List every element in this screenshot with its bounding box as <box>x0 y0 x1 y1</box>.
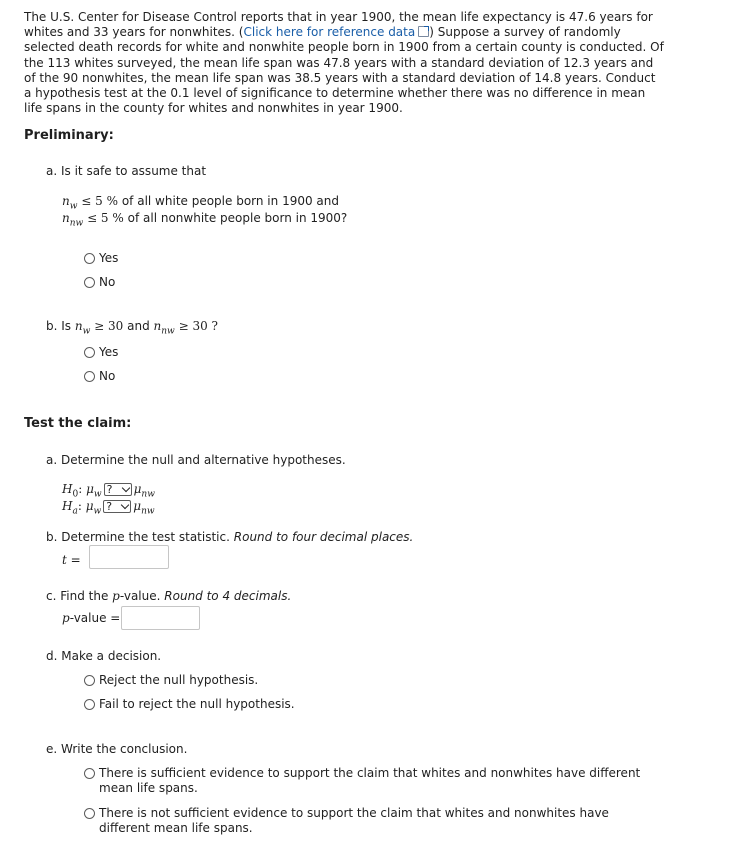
radio-button[interactable] <box>84 371 95 382</box>
test-c-instruction: Round to 4 decimals. <box>164 589 292 603</box>
option-label: No <box>99 369 116 383</box>
h-symbol: H <box>62 482 73 496</box>
test-claim-heading: Test the claim: <box>24 416 132 431</box>
and-text: and <box>127 319 150 333</box>
test-c-label-pre: c. Find the <box>46 589 109 603</box>
h-symbol: H <box>62 499 73 513</box>
n-nw-symbol: n <box>153 319 162 333</box>
mu-w-subscript: w <box>93 506 102 517</box>
option-label: Yes <box>99 251 119 265</box>
preliminary-heading: Preliminary: <box>24 128 114 143</box>
t-label: t = <box>62 553 81 567</box>
ha-subscript: a <box>72 506 78 517</box>
radio-button[interactable] <box>84 808 95 819</box>
intro-text-2: ) Suppose a survey of randomly selected death records for white and nonwhite people born in 1900 from a certain county is conducted. Of the 113 whites surveyed, the mean life span was 47.8 years with a standard deviation of 12.3 years and of the 90 nonwhites, the mean life span was 38.5 years with a standard deviation of 14.8 years. Conduct a hypothesis test at the 0.1 level of significance to determine whether there was no difference in mean life spans in the county for whites and nonwhites in year 1900. <box>24 25 664 116</box>
test-b-label: b. Determine the test statistic. <box>46 530 230 544</box>
option-label: There is not sufficient evidence to support the claim that whites and nonwhites have different mean life spans. <box>99 806 609 835</box>
n-nw-subscript: nw <box>69 218 84 229</box>
prelim-a-option-yes[interactable] <box>84 251 118 265</box>
conclusion-option-sufficient[interactable] <box>84 766 644 796</box>
test-c-label-post: -value. <box>119 589 161 603</box>
radio-button[interactable] <box>84 699 95 710</box>
alternative-hypothesis: $H_a$: $\mu_w$ ? $\mu_{nw}$ <box>62 499 155 517</box>
relation-1: ≥ 30 <box>94 319 124 333</box>
prelim-a-option-no[interactable] <box>84 275 115 289</box>
option-label: There is sufficient evidence to support the claim that whites and nonwhites have different mean life spans. <box>99 766 641 795</box>
prelim-b-option-no[interactable] <box>84 369 115 383</box>
null-hypothesis: $H_0$: $\mu_w$ ? $\mu_{nw}$ <box>62 482 155 500</box>
test-statistic-input[interactable] <box>89 545 169 569</box>
test-a-question: a. Determine the null and alternative hypotheses. <box>46 453 346 467</box>
select-value: ? <box>106 483 113 496</box>
n-w-subscript: w <box>69 201 78 212</box>
p-value-label <box>62 611 120 625</box>
prelim-b-option-yes[interactable] <box>84 345 118 359</box>
chevron-down-icon <box>121 484 129 492</box>
chevron-down-icon <box>121 501 129 509</box>
cond1-relation: ≤ 5 % <box>81 194 119 208</box>
n-w-subscript: w <box>82 326 91 337</box>
mu-symbol: μ <box>85 499 94 513</box>
p-value-input[interactable] <box>121 606 200 630</box>
mu-symbol: μ <box>133 499 142 513</box>
radio-button[interactable] <box>84 347 95 358</box>
cond2-text: of all nonwhite people born in 1900? <box>127 211 348 225</box>
cond2-relation: ≤ 5 % <box>87 211 124 225</box>
radio-button[interactable] <box>84 768 95 779</box>
n-w-symbol: n <box>62 194 70 208</box>
prelim-b-prefix: b. Is <box>46 319 72 333</box>
p-value-label-text: -value = <box>69 611 121 625</box>
intro-text-1: The U.S. Center for Disease Control reports that in year 1900, the mean life expectancy is 47.6 years for whites and 33 years for nonwhites. ( <box>24 10 653 40</box>
radio-button[interactable] <box>84 277 95 288</box>
radio-button[interactable] <box>84 675 95 686</box>
mu-w-subscript: w <box>93 489 102 500</box>
radio-button[interactable] <box>84 253 95 264</box>
decision-option-reject[interactable] <box>84 673 258 687</box>
prelim-a-question: a. Is it safe to assume that <box>46 164 207 178</box>
n-nw-symbol: n <box>62 211 70 225</box>
h0-subscript: 0 <box>72 489 79 500</box>
p-symbol: p <box>112 589 120 603</box>
test-b-question <box>46 530 413 544</box>
test-d-question: d. Make a decision. <box>46 649 162 663</box>
conclusion-option-not-sufficient[interactable] <box>84 806 659 836</box>
h0-relation-select[interactable] <box>104 483 132 496</box>
mu-symbol: μ <box>133 482 142 496</box>
select-value: ? <box>106 500 113 513</box>
prelim-a-condition-2 <box>62 211 347 228</box>
test-c-question <box>46 589 291 603</box>
option-label: Fail to reject the null hypothesis. <box>99 697 295 711</box>
relation-2: ≥ 30 ? <box>178 319 218 333</box>
prelim-b-question <box>46 319 218 336</box>
mu-nw-subscript: nw <box>141 489 155 500</box>
decision-option-fail-to-reject[interactable] <box>84 697 295 711</box>
n-nw-subscript: nw <box>161 326 175 337</box>
option-label: Reject the null hypothesis. <box>99 673 259 687</box>
test-b-instruction: Round to four decimal places. <box>233 530 414 544</box>
reference-data-link[interactable] <box>244 25 430 39</box>
ha-relation-select[interactable] <box>103 500 131 513</box>
reference-data-link-text: Click here for reference data <box>243 25 416 40</box>
mu-nw-subscript: nw <box>141 506 155 517</box>
option-label: No <box>99 275 116 289</box>
cond1-text: of all white people born in 1900 and <box>121 194 339 208</box>
test-e-question: e. Write the conclusion. <box>46 742 188 756</box>
mu-symbol: μ <box>86 482 94 496</box>
problem-statement <box>24 10 664 116</box>
external-window-icon <box>418 26 429 37</box>
n-w-symbol: n <box>74 319 83 333</box>
option-label: Yes <box>99 345 119 359</box>
p-symbol: p <box>62 611 70 625</box>
prelim-a-condition-1 <box>62 194 339 211</box>
